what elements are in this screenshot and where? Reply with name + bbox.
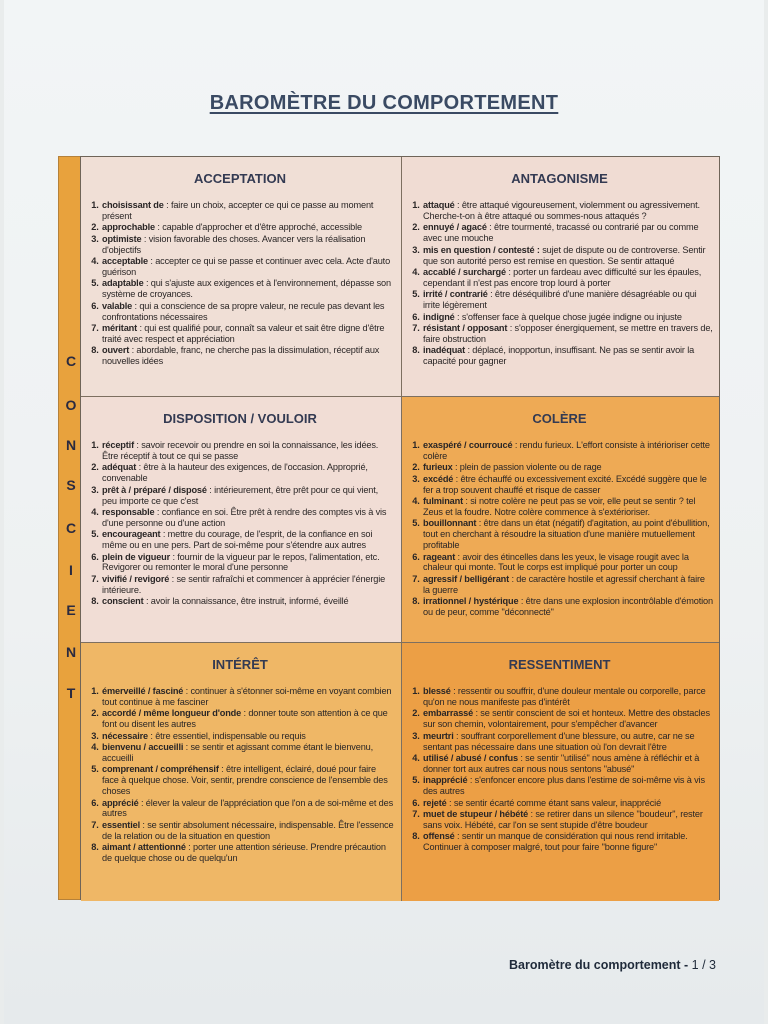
behaviour-term: meurtri (423, 730, 454, 741)
behaviour-term: ennuyé / agacé (423, 222, 487, 233)
behaviour-term: agressif / belligérant (423, 573, 510, 584)
behaviour-term: exaspéré / courroucé (423, 440, 513, 450)
behaviour-definition: : souffrant corporellement d'une blessure, ou autre, car ne se sentant pas nécessaire dans une situation où l'on devrait l'être (423, 730, 695, 752)
behaviour-item (101, 485, 395, 507)
behaviour-item (422, 462, 713, 473)
behaviour-item (101, 708, 395, 730)
quadrant-disposition-vouloir (81, 397, 402, 643)
behaviour-item (101, 440, 395, 462)
behaviour-definition: sujet de dispute ou de controverse. Sentir que son autorité perso est remise en question. Se sentir attaqué (423, 244, 706, 266)
behaviour-item (422, 289, 713, 311)
behaviour-term: conscient (102, 596, 144, 607)
quadrant-ressentiment (402, 643, 719, 901)
behaviour-item (422, 496, 713, 518)
quadrant-heading: ACCEPTATION (194, 171, 286, 186)
behaviour-term: furieux (423, 462, 453, 473)
document-title: BAROMÈTRE DU COMPORTEMENT (209, 92, 559, 114)
behaviour-term: bouillonnant (423, 518, 477, 529)
behaviour-item (422, 708, 713, 730)
behaviour-definition: : qui est qualifié pour, connaît sa valeur et sait être digne d'être traité avec respect et appréciation (102, 322, 385, 344)
behaviour-item (422, 809, 713, 831)
behaviour-term: plein de vigueur (102, 551, 171, 562)
quadrant-heading: DISPOSITION / VOULOIR (163, 411, 317, 426)
behaviour-term: adéquat (102, 462, 137, 473)
behaviour-definition: : fournir de la vigueur par le repos, l'alimentation, etc. Revigorer ou remonter le moral d'une personne (102, 551, 380, 573)
quadrant-heading: RESSENTIMENT (508, 657, 611, 672)
behaviour-definition: : abordable, franc, ne cherche pas la dissimulation, réceptif aux nouvelles idées (102, 345, 380, 367)
quadrant-heading: COLÈRE (532, 411, 587, 426)
behaviour-definition: : être déséquilibré d'une manière désagréable ou qui irrite légèrement (423, 289, 697, 311)
behaviour-term: inadéquat (423, 345, 466, 356)
behaviour-definition: : s'offenser face à quelque chose jugée indigne ou injuste (454, 311, 682, 322)
behaviour-definition: : déplacé, inopportun, insuffisant. Ne pas se sentir avoir la capacité pour gagner (423, 345, 695, 367)
behaviour-item (101, 323, 395, 345)
page-footer (509, 958, 716, 972)
behaviour-definition: : confiance en soi. Être prêt à rendre des comptes vis à vis d'une personne ou d'une action (102, 506, 387, 528)
conscient-side-column (58, 156, 80, 900)
behaviour-definition: : si notre colère ne peut pas se voir, elle peut se sentir ? tel Zeus et la foudre. Notre colère commence à s'extérioriser. (423, 496, 696, 517)
behaviour-term: résistant / opposant (423, 322, 508, 333)
behaviour-list (406, 200, 713, 367)
behaviour-definition: : être dans un état (négatif) d'agitation, au point d'ébullition, tout en cherchant à résoudre la situation d'une manière mutuellement profitable (423, 518, 710, 551)
behaviour-term: nécessaire (102, 730, 149, 741)
behaviour-item (101, 345, 395, 367)
behaviour-term: attaqué (423, 200, 455, 210)
behaviour-item (422, 474, 713, 496)
behaviour-definition: : élever la valeur de l'appréciation que l'on a de soi-même et des autres (102, 797, 394, 819)
behaviour-list (406, 440, 713, 618)
behaviour-term: valable (102, 300, 133, 311)
behaviour-definition: : avoir la connaissance, être instruit, informé, éveillé (143, 596, 349, 607)
footer-page-number: 1 / 3 (691, 958, 716, 972)
behaviour-definition: : savoir recevoir ou prendre en soi la connaissance, les idées. Être réceptif à tout ce qui se passe (102, 440, 379, 461)
quadrant-heading: INTÉRÊT (212, 657, 268, 672)
behaviour-item (101, 764, 395, 797)
behaviour-term: irrationnel / hystérique (423, 596, 519, 607)
behaviour-item (101, 234, 395, 256)
behaviour-term: fulminant (423, 496, 463, 507)
behaviour-item (101, 462, 395, 484)
side-letter: C (65, 520, 77, 536)
behaviour-definition: : porter une attention sérieuse. Prendre précaution de quelque chose ou de quelqu'un (102, 842, 386, 864)
behaviour-item (101, 574, 395, 596)
behaviour-term: encourageant (102, 529, 161, 540)
side-letter: N (65, 437, 77, 453)
behaviour-term: réceptif (102, 440, 134, 450)
document-title-wrap (0, 92, 768, 115)
behaviour-definition: : qui a conscience de sa propre valeur, ne recule pas devant les confrontations nécessaires (102, 300, 385, 322)
behaviour-item (422, 753, 713, 775)
side-letter: T (66, 685, 76, 701)
behaviour-definition: : être essentiel, indispensable ou requis (148, 730, 306, 741)
behaviour-item (422, 222, 713, 244)
behaviour-definition: : être attaqué vigoureusement, violemment ou agressivement. Cherche-t-on à être attaqué ou sommes-nous attaqués ? (423, 200, 700, 221)
behaviour-definition: : ressentir ou souffrir, d'une douleur mentale ou corporelle, parce qu'on ne nous manifeste pas d'intérêt (423, 686, 706, 707)
behaviour-item (101, 529, 395, 551)
behaviour-definition: : être intelligent, éclairé, doué pour faire face à quelque chose. Voir, sentir, prendre conscience de l'ensemble des choses (102, 764, 388, 797)
behaviour-item (422, 245, 713, 267)
behaviour-definition: : faire un choix, accepter ce qui ce passe au moment présent (102, 200, 374, 221)
behaviour-term: utilisé / abusé / confus (423, 752, 518, 763)
behaviour-term: ouvert (102, 345, 130, 356)
behaviour-list (406, 686, 713, 853)
behaviour-item (101, 731, 395, 742)
behaviour-item (101, 596, 395, 607)
side-letter: C (65, 353, 77, 369)
quadrant-antagonisme (402, 157, 719, 397)
behaviour-term: approchable (102, 222, 155, 233)
behaviour-item (422, 731, 713, 753)
side-letter: S (66, 477, 76, 493)
behaviour-term: comprenant / compréhensif (102, 764, 219, 775)
behaviour-item (422, 798, 713, 809)
behaviour-term: accablé / surchargé (423, 266, 506, 277)
behaviour-definition: : vision favorable des choses. Avancer vers la réalisation d'objectifs (102, 233, 366, 255)
behaviour-term: indigné (423, 311, 455, 322)
behaviour-item (101, 278, 395, 300)
behaviour-item (101, 686, 395, 708)
quadrant-heading: ANTAGONISME (511, 171, 608, 186)
behaviour-item (101, 200, 395, 222)
behaviour-item (422, 831, 713, 853)
behaviour-definition: : se retirer dans un silence "boudeur", rester sans voix. Hébété, car l'on se sent stupide d'être boudeur (423, 808, 703, 830)
behaviour-term: accordé / même longueur d'onde (102, 708, 242, 719)
behaviour-item (422, 596, 713, 618)
behaviour-definition: : se sentir absolument nécessaire, indispensable. Être l'essence de la relation ou de la situation en question (102, 819, 394, 841)
behaviour-item (422, 345, 713, 367)
behaviour-term: embarrassé (423, 708, 474, 719)
behaviour-term: muet de stupeur / hébété (423, 808, 529, 819)
behaviour-term: vivifié / revigoré (102, 573, 170, 584)
behaviour-definition: : se sentir écarté comme étant sans valeur, inapprécié (446, 797, 662, 808)
behaviour-term: rageant (423, 551, 456, 562)
behaviour-item (422, 574, 713, 596)
behaviour-item (101, 256, 395, 278)
behaviour-definition: : se sentir rafraîchi et commencer à apprécier l'énergie intérieure. (102, 573, 386, 595)
behaviour-item (422, 200, 713, 222)
behaviour-item (422, 440, 713, 462)
behaviour-definition: : mettre du courage, de l'esprit, de la confiance en soi même ou en une pers. Part de soi-même pour s'étendre aux autres (102, 529, 373, 551)
behaviour-definition: : s'enfoncer encore plus dans l'estime de soi-même vis à vis des autres (423, 775, 705, 797)
behaviour-definition: : accepter ce qui se passe et continuer avec cela. Acte d'auto guérison (102, 256, 391, 277)
behaviour-definition: : avoir des étincelles dans les yeux, le visage rougit avec la chaleur qui monte. Tout le corps est impliqué pour porter un coup (423, 551, 689, 573)
behaviour-item (422, 552, 713, 574)
behaviour-definition: : intérieurement, être prêt pour ce qui vient, peu importe ce que c'est (102, 484, 379, 506)
behaviour-definition: : être dans une explosion incontrôlable d'émotion ou de peur, comme "déconnecté" (423, 596, 713, 618)
behaviour-term: acceptable (102, 256, 148, 267)
behaviour-term: aimant / attentionné (102, 842, 186, 853)
behaviour-term: offensé (423, 831, 455, 842)
side-letter: I (69, 562, 73, 578)
behaviour-term: méritant (102, 322, 138, 333)
behaviour-item (101, 301, 395, 323)
behaviour-item (101, 742, 395, 764)
behaviour-item (422, 323, 713, 345)
behaviour-definition: : rendu furieux. L'effort consiste à intérioriser cette colère (423, 440, 710, 461)
behaviour-definition: : porter un fardeau avec difficulté sur les épaules, cependant il n'est pas encore trop lourd à porter (423, 266, 702, 288)
behaviour-term: prêt à / préparé / disposé (102, 484, 207, 495)
behaviour-term: rejeté (423, 797, 447, 808)
behaviour-item (422, 686, 713, 708)
barometer-table (58, 156, 720, 900)
behaviour-definition: : de caractère hostile et agressif cherchant à faire la guerre (423, 573, 705, 595)
behaviour-item (422, 312, 713, 323)
quadrant-grid (80, 156, 720, 900)
behaviour-term: irrité / contrarié (423, 289, 488, 300)
behaviour-item (422, 775, 713, 797)
behaviour-term: responsable (102, 506, 155, 517)
behaviour-item (422, 518, 713, 551)
behaviour-definition: : donner toute son attention à ce que font ou disent les autres (102, 708, 388, 730)
behaviour-term: apprécié (102, 797, 139, 808)
behaviour-definition: : se sentir "utilisé" nous amène à réfléchir et à donner tort aux autres car nous nous sentons "abusé" (423, 752, 700, 774)
behaviour-term: choisissant de (102, 200, 164, 210)
quadrant-acceptation (81, 157, 402, 397)
behaviour-list (85, 686, 395, 864)
behaviour-term: blessé (423, 686, 451, 696)
behaviour-item (101, 222, 395, 233)
behaviour-definition: : se sentir et agissant comme étant le bienvenu, accueilli (102, 742, 374, 763)
behaviour-term: mis en question / contesté : (423, 244, 540, 255)
behaviour-definition: : qui s'ajuste aux exigences et à l'environnement, dépasse son système de croyances. (102, 278, 391, 300)
behaviour-item (101, 842, 395, 864)
side-letter: E (66, 602, 76, 618)
behaviour-definition: : plein de passion violente ou de rage (452, 462, 602, 473)
behaviour-definition: : être à la hauteur des exigences, de l'occasion. Approprié, convenable (102, 462, 368, 484)
side-letter: O (65, 397, 77, 413)
behaviour-term: adaptable (102, 278, 144, 289)
behaviour-term: inapprécié (423, 775, 468, 786)
behaviour-definition: : continuer à s'étonner soi-même en voyant combien tout continue à me fasciner (102, 686, 392, 707)
behaviour-term: bienvenu / accueilli (102, 742, 184, 753)
behaviour-item (422, 267, 713, 289)
behaviour-definition: : être tourmenté, tracassé ou contrarié par ou comme avec une mouche (423, 222, 699, 244)
behaviour-item (101, 798, 395, 820)
behaviour-definition: : capable d'approcher et d'être approché, accessible (154, 222, 362, 233)
behaviour-term: optimiste (102, 233, 142, 244)
behaviour-item (101, 507, 395, 529)
behaviour-term: essentiel (102, 819, 140, 830)
behaviour-list (85, 200, 395, 367)
behaviour-term: excédé (423, 473, 454, 484)
behaviour-item (101, 552, 395, 574)
quadrant-interet (81, 643, 402, 901)
behaviour-definition: : être échauffé ou excessivement excité. Excédé suggère que le fer a trop souvent chauffé et risque de casser (423, 473, 707, 495)
behaviour-definition: : sentir un manque de considération qui nous rend irritable. Continuer à composer malgré, tout pour faire "bonne figure" (423, 831, 688, 853)
footer-label: Baromètre du comportement - (509, 958, 692, 972)
behaviour-definition: : s'opposer énergiquement, se mettre en travers de, faire obstruction (423, 322, 713, 344)
behaviour-list (85, 440, 395, 607)
quadrant-colere (402, 397, 719, 643)
behaviour-term: émerveillé / fasciné (102, 686, 184, 696)
behaviour-item (101, 820, 395, 842)
side-letter: N (65, 644, 77, 660)
behaviour-definition: : se sentir conscient de soi et honteux. Mettre des obstacles sur son chemin, volontairement, pour s'empêcher d'avancer (423, 708, 710, 730)
